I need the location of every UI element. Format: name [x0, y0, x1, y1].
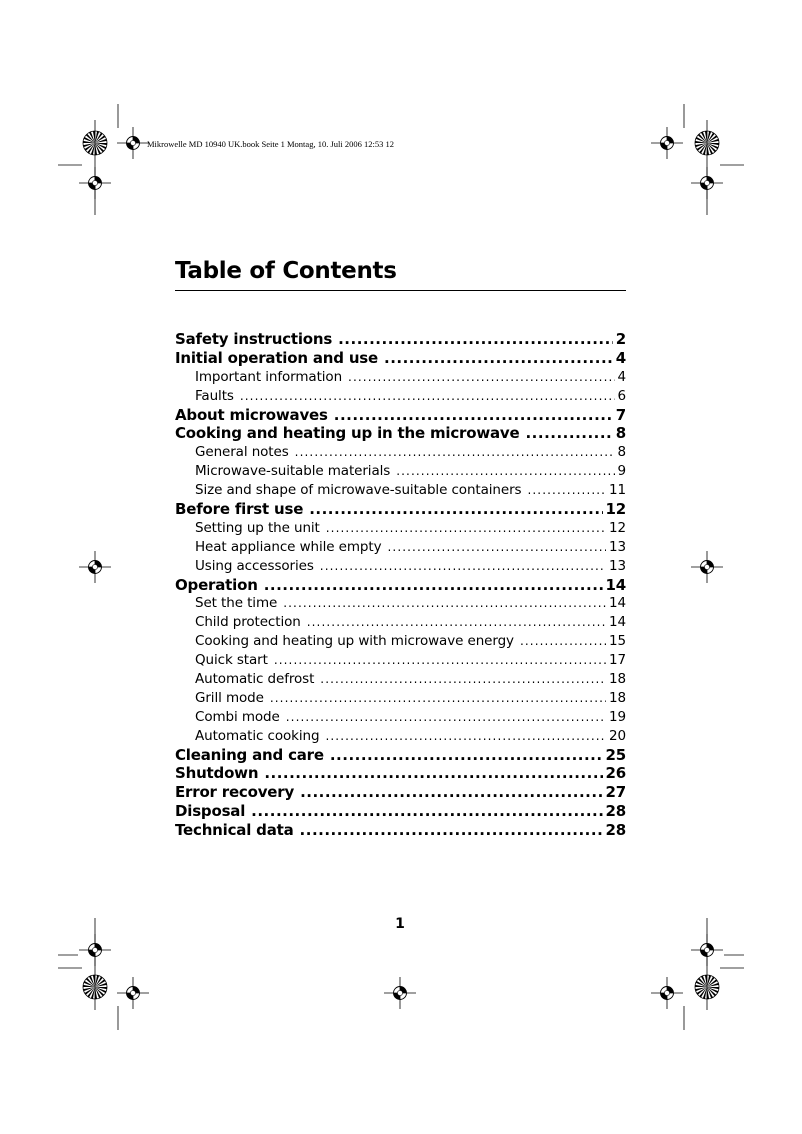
toc-entry-page: 27 — [605, 783, 626, 802]
toc-entry-page: 13 — [609, 538, 626, 555]
toc-entry-title: Technical data — [175, 821, 294, 840]
toc-entry-page: 8 — [617, 444, 626, 461]
toc-subentry[interactable] — [175, 594, 626, 613]
toc-entry[interactable] — [175, 802, 626, 821]
toc-entry-title: Before first use — [175, 500, 304, 519]
toc-entry-page: 14 — [605, 575, 626, 594]
dot-leader — [520, 632, 606, 651]
toc-entry-title: Shutdown — [175, 764, 259, 783]
toc-subentry[interactable] — [175, 481, 626, 500]
toc-entry-title: Grill mode — [195, 689, 264, 706]
starburst-target-icon — [83, 975, 107, 999]
toc-subentry[interactable] — [175, 651, 626, 670]
toc-entry-page: 25 — [605, 745, 626, 764]
toc-entry-page: 14 — [609, 595, 626, 612]
toc-entry-title: Error recovery — [175, 783, 295, 802]
toc-subentry[interactable] — [175, 519, 626, 538]
toc-entry-title: Faults — [195, 387, 234, 404]
toc-subentry[interactable] — [175, 462, 626, 481]
toc-entry-page: 15 — [609, 633, 626, 650]
toc-entry-page: 19 — [609, 708, 626, 725]
dot-leader — [325, 727, 606, 746]
toc-entry-title: Disposal — [175, 802, 246, 821]
toc-subentry[interactable] — [175, 670, 626, 689]
dot-leader — [309, 500, 602, 519]
toc-subentry[interactable] — [175, 557, 626, 576]
dot-leader — [295, 443, 615, 462]
toc-entry-title: Child protection — [195, 614, 301, 631]
starburst-target-icon — [83, 131, 107, 155]
toc-subentry[interactable] — [175, 613, 626, 632]
dot-leader — [334, 406, 613, 425]
toc-entry-page: 20 — [609, 727, 626, 744]
toc-entry-page: 28 — [605, 802, 626, 821]
registration-target-icon — [651, 977, 683, 1009]
dot-leader — [300, 783, 602, 802]
toc-entry-page: 18 — [609, 671, 626, 688]
toc-entry-page: 7 — [615, 405, 626, 424]
toc-entry-page: 8 — [615, 424, 626, 443]
toc-entry[interactable] — [175, 746, 626, 765]
registration-target-icon — [691, 167, 723, 199]
title-underline — [175, 290, 626, 291]
toc-entry[interactable] — [175, 349, 626, 368]
dot-leader — [264, 576, 603, 595]
toc-subentry[interactable] — [175, 538, 626, 557]
toc-entry-page: 13 — [609, 557, 626, 574]
toc-entry-title: Automatic cooking — [195, 727, 320, 744]
registration-target-icon — [384, 977, 416, 1009]
toc-entry-title: Combi mode — [195, 708, 280, 725]
page-title: Table of Contents — [175, 258, 397, 284]
toc-entry[interactable] — [175, 500, 626, 519]
toc-entry-page: 6 — [617, 387, 626, 404]
dot-leader — [320, 670, 606, 689]
registration-target-icon — [651, 127, 683, 159]
dot-leader — [330, 746, 603, 765]
dot-leader — [387, 538, 606, 557]
toc-entry[interactable] — [175, 576, 626, 595]
toc-entry-page: 18 — [609, 689, 626, 706]
dot-leader — [338, 330, 613, 349]
toc-entry-page: 12 — [609, 519, 626, 536]
toc-entry-title: Operation — [175, 575, 258, 594]
toc-entry-page: 9 — [617, 463, 626, 480]
dot-leader — [274, 651, 606, 670]
toc-entry-title: Set the time — [195, 595, 278, 612]
registration-target-icon — [691, 551, 723, 583]
toc-entry-title: Size and shape of microwave-suitable containers — [195, 482, 522, 499]
toc-entry-page: 28 — [605, 821, 626, 840]
page-number: 1 — [395, 916, 405, 932]
dot-leader — [264, 764, 602, 783]
dot-leader — [348, 368, 614, 387]
toc-subentry[interactable] — [175, 708, 626, 727]
toc-entry-title: Cooking and heating up with microwave energy — [195, 633, 514, 650]
dot-leader — [240, 387, 615, 406]
dot-leader — [307, 613, 606, 632]
toc-entry-page: 2 — [615, 330, 626, 348]
toc-entry[interactable] — [175, 783, 626, 802]
dot-leader — [300, 821, 603, 840]
registration-target-icon — [79, 167, 111, 199]
dot-leader — [396, 462, 614, 481]
registration-target-icon — [79, 551, 111, 583]
starburst-target-icon — [695, 131, 719, 155]
toc-entry-title: Cleaning and care — [175, 745, 324, 764]
toc-entry-page: 14 — [609, 614, 626, 631]
toc-entry-title: Important information — [195, 368, 343, 385]
toc-entry-title: About microwaves — [175, 405, 328, 424]
toc-subentry[interactable] — [175, 632, 626, 651]
toc-entry-title: Automatic defrost — [195, 671, 315, 688]
toc-entry[interactable] — [175, 330, 626, 349]
toc-entry-title: Quick start — [195, 652, 268, 669]
registration-target-icon — [79, 934, 111, 966]
toc-subentry[interactable] — [175, 689, 626, 708]
toc-entry-page: 11 — [609, 482, 626, 499]
dot-leader — [283, 594, 606, 613]
toc-entry[interactable] — [175, 821, 626, 840]
toc-entry-page: 4 — [617, 368, 626, 385]
dot-leader — [527, 481, 606, 500]
toc-subentry[interactable] — [175, 443, 626, 462]
dot-leader — [320, 557, 606, 576]
registration-target-icon — [691, 934, 723, 966]
starburst-target-icon — [695, 975, 719, 999]
toc-entry[interactable] — [175, 406, 626, 425]
toc-entry-title: Initial operation and use — [175, 348, 378, 367]
toc-entry-title: Setting up the unit — [195, 519, 320, 536]
toc-entry[interactable] — [175, 424, 626, 443]
toc-entry-page: 17 — [609, 652, 626, 669]
toc-entry-page: 26 — [605, 764, 626, 783]
toc-subentry[interactable] — [175, 387, 626, 406]
dot-leader — [525, 424, 612, 443]
print-file-info: Mikrowelle MD 10940 UK.book Seite 1 Montag, 10. Juli 2006 12:53 12 — [147, 139, 394, 149]
toc-entry-page: 12 — [605, 500, 626, 519]
dot-leader — [251, 802, 602, 821]
dot-leader — [384, 349, 613, 368]
table-of-contents — [175, 330, 626, 840]
toc-entry[interactable] — [175, 764, 626, 783]
toc-subentry[interactable] — [175, 368, 626, 387]
registration-target-icon — [117, 977, 149, 1009]
dot-leader — [286, 708, 606, 727]
toc-entry-title: Cooking and heating up in the microwave — [175, 424, 520, 443]
registration-target-icon — [117, 127, 149, 159]
dot-leader — [270, 689, 606, 708]
toc-entry-title: Using accessories — [195, 557, 314, 574]
toc-entry-title: Heat appliance while empty — [195, 538, 382, 555]
toc-entry-title: General notes — [195, 444, 289, 461]
toc-subentry[interactable] — [175, 727, 626, 746]
toc-entry-title: Safety instructions — [175, 330, 333, 348]
toc-entry-title: Microwave-suitable materials — [195, 463, 391, 480]
dot-leader — [326, 519, 606, 538]
toc-entry-page: 4 — [615, 348, 626, 367]
